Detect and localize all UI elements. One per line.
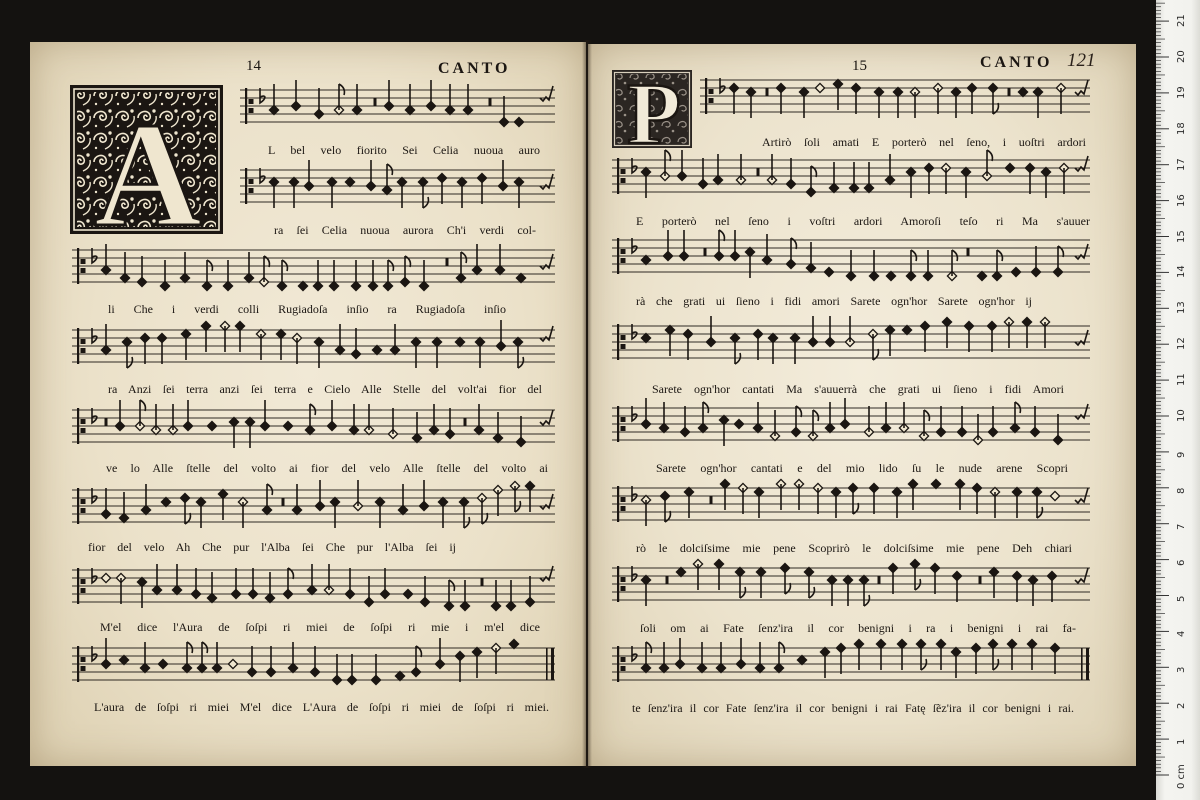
lyric-line: te ſenz'ira il cor Fate ſenz'ira il cor benigni i rai Fatę ſẽz'ira il cor benigni i rai. — [632, 701, 1074, 715]
ruler-label: 1 — [1176, 738, 1187, 746]
lyric-line: ſoli om ai Fate ſenz'ira il cor benigni i ra i benigni i rai fa- — [640, 621, 1076, 635]
lyric-line: E porterò nel ſeno i voſtri ardori Amoroſi teſo ri Ma s'auuer — [636, 214, 1090, 228]
right-page-number: 15 — [852, 58, 867, 74]
lyric-line: Sarete ogn'hor cantati Ma s'auuerrà che grati ui ſieno i fidi Amori — [652, 382, 1064, 396]
ruler-label: 18 — [1176, 122, 1187, 135]
ruler-label: 4 — [1176, 631, 1187, 638]
drop-cap-a — [70, 85, 223, 234]
ruler-label: 7 — [1176, 523, 1187, 530]
drop-cap-p — [612, 70, 692, 148]
measuring-ruler — [1156, 0, 1200, 800]
ruler-label: 5 — [1176, 595, 1187, 602]
ruler-label: 17 — [1176, 157, 1187, 171]
lyric-line: fior del velo Ah Che pur l'Alba ſei Che pur l'Alba ſei ij — [88, 540, 456, 554]
lyric-line: ra Anzi ſei terra anzi ſei terra e Cielo Alle Stelle del volt'ai fior del — [108, 382, 542, 396]
ruler-label: 2 — [1176, 702, 1187, 710]
lyric-line: Artirò ſoli amati E porterò nel ſeno, i uoſtri ardori — [762, 135, 1086, 149]
right-page — [588, 44, 1136, 766]
drop-cap-letter: A — [93, 92, 203, 234]
ruler-label: 21 — [1176, 14, 1187, 28]
ruler-label: 11 — [1176, 373, 1187, 387]
ruler-label: 8 — [1176, 487, 1187, 494]
ruler-label: 16 — [1176, 193, 1187, 207]
ruler-label: 9 — [1176, 451, 1187, 458]
lyric-line: rà che grati ui ſieno i fidi amori Sarete ogn'hor Sarete ogn'hor ij — [636, 294, 1032, 308]
lyric-line: L bel velo fiorito Sei Celia nuoua auro — [268, 143, 540, 157]
ruler-label: 0 cm — [1176, 764, 1187, 789]
ruler-label: 19 — [1176, 86, 1187, 99]
lyric-line: ve lo Alle ſtelle del volto ai fior del velo Alle ſtelle del volto ai — [106, 461, 548, 475]
ruler-ticks — [1156, 0, 1200, 800]
ruler-label: 14 — [1176, 265, 1187, 279]
left-running-title: CANTO — [438, 60, 511, 77]
ruler-label: 15 — [1176, 229, 1187, 243]
handwritten-folio: 121 — [1067, 50, 1096, 71]
ruler-tick-group — [1156, 3, 1169, 775]
ruler-label: 6 — [1176, 559, 1187, 566]
lyric-line: L'aura de ſoſpi ri miei M'el dice L'Aura de ſoſpi ri miei de ſoſpi ri miei. — [94, 700, 549, 714]
ruler-label: 12 — [1176, 337, 1187, 351]
ruler-label: 20 — [1176, 50, 1187, 63]
lyric-line: li Che i verdi colli Rugiadoſa inſio ra Rugiadoſa inſio — [108, 302, 506, 316]
lyric-line: M'el dice l'Aura de ſoſpi ri miei de ſoſpi ri mie i m'el dice — [100, 620, 540, 634]
right-running-title: CANTO — [980, 54, 1053, 71]
ruler-label: 13 — [1176, 301, 1187, 315]
ruler-label: 3 — [1176, 666, 1187, 674]
lyric-line: ra ſei Celia nuoua aurora Ch'i verdi col- — [274, 223, 536, 237]
drop-cap-letter: P — [627, 70, 681, 148]
lyric-line: Sarete ogn'hor cantati e del mio lido ſu le nude arene Scopri — [656, 461, 1068, 475]
lyric-line: rò le dolciſsime mie pene Scoprirò le dolciſsime mie pene Deh chiari — [636, 541, 1072, 555]
book-gutter — [582, 40, 592, 768]
left-page-number: 14 — [246, 58, 261, 74]
ruler-label: 10 — [1176, 409, 1187, 422]
